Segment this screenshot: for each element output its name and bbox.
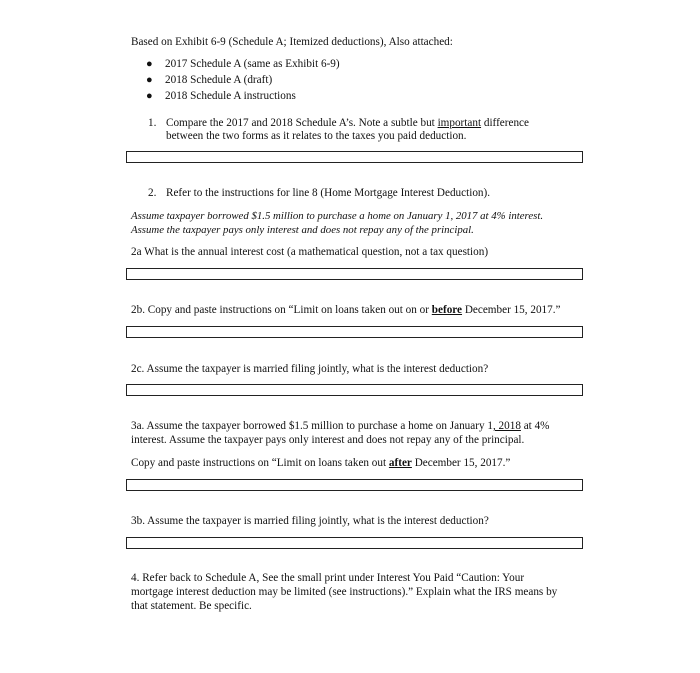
question-3a-line2: interest. Assume the taxpayer pays only interest and does not repay any of the principal. (131, 434, 525, 446)
q3a-text-b: at 4% (520, 420, 550, 432)
question-3a-line3 (131, 456, 510, 470)
bullet-icon: ● (146, 90, 153, 102)
answer-box-1[interactable] (126, 151, 583, 163)
q1-underlined-word: important (437, 117, 482, 129)
q3a-underlined-word: after (388, 457, 412, 469)
question-2-number: 2. (148, 187, 157, 199)
answer-box-3b[interactable] (126, 537, 583, 549)
q3a-text-c: Copy and paste instructions on “Limit on loans taken out (131, 457, 389, 469)
q2b-underlined-word: before (431, 304, 463, 316)
q1-text-a: Compare the 2017 and 2018 Schedule A’s. Note a subtle but (166, 117, 438, 129)
q2b-text-b: December 15, 2017.” (462, 304, 561, 316)
q3a-text-d: December 15, 2017.” (411, 457, 511, 469)
q1-text-b: difference (481, 117, 529, 129)
answer-box-2a[interactable] (126, 268, 583, 280)
question-2-text: Refer to the instructions for line 8 (Home Mortgage Interest Deduction). (166, 187, 491, 199)
bullet-icon: ● (146, 58, 153, 70)
question-3a-line1 (131, 419, 550, 433)
question-2b (131, 303, 561, 317)
intro-line: Based on Exhibit 6-9 (Schedule A; Itemized deductions), Also attached: (131, 36, 453, 48)
attachment-item: 2017 Schedule A (same as Exhibit 6-9) (165, 58, 340, 70)
q3a-underlined-year: , 2018 (492, 420, 521, 432)
bullet-icon: ● (146, 74, 153, 86)
question-4-line1: 4. Refer back to Schedule A, See the small print under Interest You Paid “Caution: Your (131, 572, 525, 584)
assumption-line-2: Assume the taxpayer pays only interest and does not repay any of the principal. (131, 224, 474, 236)
question-4-line3: that statement. Be specific. (131, 600, 252, 612)
attachment-item: 2018 Schedule A (draft) (165, 74, 273, 86)
question-1-line2: between the two forms as it relates to the taxes you paid deduction. (166, 130, 467, 142)
attachment-item: 2018 Schedule A instructions (165, 90, 296, 102)
q2b-text-a: 2b. Copy and paste instructions on “Limit on loans taken out on or (131, 304, 432, 316)
answer-box-2b[interactable] (126, 326, 583, 338)
answer-box-3a[interactable] (126, 479, 583, 491)
question-1-number: 1. (148, 117, 157, 129)
answer-box-2c[interactable] (126, 384, 583, 396)
question-2c: 2c. Assume the taxpayer is married filing jointly, what is the interest deduction? (131, 363, 489, 375)
q3a-text-a: 3a. Assume the taxpayer borrowed $1.5 million to purchase a home on January 1 (131, 420, 493, 432)
question-1-line1 (166, 116, 529, 130)
assumption-line-1: Assume taxpayer borrowed $1.5 million to purchase a home on January 1, 2017 at 4% interest. (131, 210, 544, 222)
question-2a: 2a What is the annual interest cost (a mathematical question, not a tax question) (131, 246, 489, 258)
question-4-line2: mortgage interest deduction may be limited (see instructions).” Explain what the IRS means by (131, 586, 558, 598)
question-3b: 3b. Assume the taxpayer is married filing jointly, what is the interest deduction? (131, 515, 489, 527)
